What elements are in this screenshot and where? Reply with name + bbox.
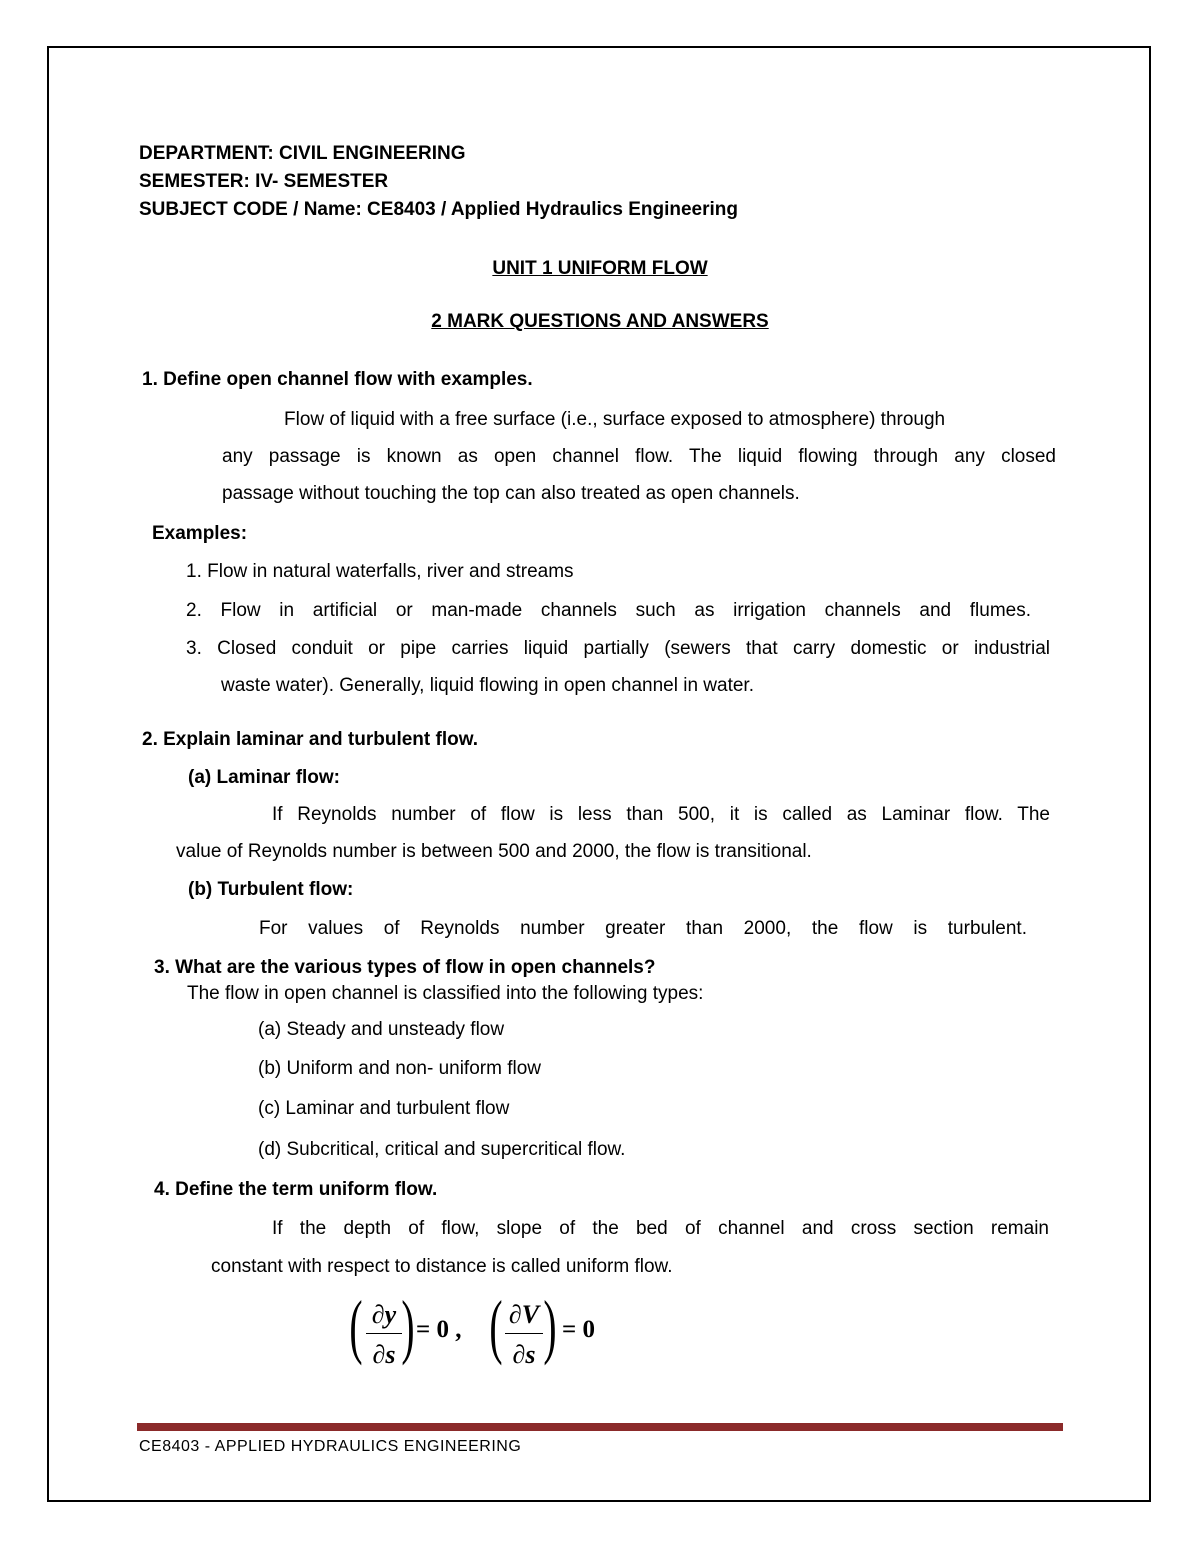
examples-label: Examples: [152, 523, 248, 544]
flow-type-item: (c) Laminar and turbulent flow [258, 1098, 510, 1119]
turbulent-flow-line-1: For values of Reynolds number greater than 2000, the flow is turbulent. [259, 918, 1027, 939]
example-item: 3. Closed conduit or pipe carries liquid partially (sewers that carry domestic or industrial [186, 638, 1050, 659]
semester-heading: SEMESTER: IV- SEMESTER [139, 171, 389, 192]
right-paren: ) [543, 1286, 557, 1366]
flow-type-item: (b) Uniform and non- uniform flow [258, 1058, 541, 1079]
right-paren: ) [401, 1286, 415, 1366]
section-title: 2 MARK QUESTIONS AND ANSWERS [431, 311, 769, 332]
footer-text: CE8403 - APPLIED HYDRAULICS ENGINEERING [139, 1438, 522, 1455]
question-2: 2. Explain laminar and turbulent flow. [142, 729, 479, 750]
question-1: 1. Define open channel flow with examples. [142, 369, 533, 390]
fraction-bar [366, 1333, 402, 1334]
department-heading: DEPARTMENT: CIVIL ENGINEERING [139, 143, 466, 164]
footer-bar [137, 1423, 1063, 1431]
left-paren: ( [349, 1286, 363, 1366]
q1-answer-line-2: any passage is known as open channel flow. The liquid flowing through any closed [222, 446, 1056, 467]
flow-type-item: (a) Steady and unsteady flow [258, 1019, 505, 1040]
q1-answer-line-3: passage without touching the top can also treated as open channels. [222, 483, 800, 504]
question-4: 4. Define the term uniform flow. [154, 1179, 438, 1200]
eq2-numerator: ∂V [508, 1300, 540, 1329]
turbulent-flow-label: (b) Turbulent flow: [188, 879, 354, 900]
q4-line-1: If the depth of flow, slope of the bed of channel and cross section remain [272, 1218, 1049, 1239]
q3-intro: The flow in open channel is classified into the following types: [187, 983, 704, 1004]
flow-type-item: (d) Subcritical, critical and supercritical flow. [258, 1139, 626, 1160]
laminar-flow-label: (a) Laminar flow: [188, 767, 341, 788]
fraction-bar [505, 1333, 543, 1334]
left-paren: ( [489, 1286, 503, 1366]
question-3: 3. What are the various types of flow in open channels? [154, 957, 656, 978]
eq1-rhs: = 0 , [416, 1316, 462, 1343]
q4-line-2: constant with respect to distance is called uniform flow. [211, 1256, 673, 1277]
example-item-continuation: waste water). Generally, liquid flowing in open channel in water. [221, 675, 754, 696]
example-item: 1. Flow in natural waterfalls, river and streams [186, 561, 574, 582]
laminar-flow-line-2: value of Reynolds number is between 500 and 2000, the flow is transitional. [176, 841, 812, 862]
eq2-rhs: = 0 [562, 1316, 595, 1343]
eq2-denominator: ∂s [512, 1340, 536, 1369]
unit-title: UNIT 1 UNIFORM FLOW [492, 258, 708, 279]
eq1-denominator: ∂s [372, 1340, 396, 1369]
subject-heading: SUBJECT CODE / Name: CE8403 / Applied Hydraulics Engineering [139, 199, 739, 220]
example-item: 2. Flow in artificial or man-made channels such as irrigation channels and flumes. [186, 600, 1031, 621]
eq1-numerator: ∂y [371, 1300, 397, 1329]
laminar-flow-line-1: If Reynolds number of flow is less than 500, it is called as Laminar flow. The [272, 804, 1050, 825]
q1-answer-line-1: Flow of liquid with a free surface (i.e., surface exposed to atmosphere) through [284, 409, 946, 430]
